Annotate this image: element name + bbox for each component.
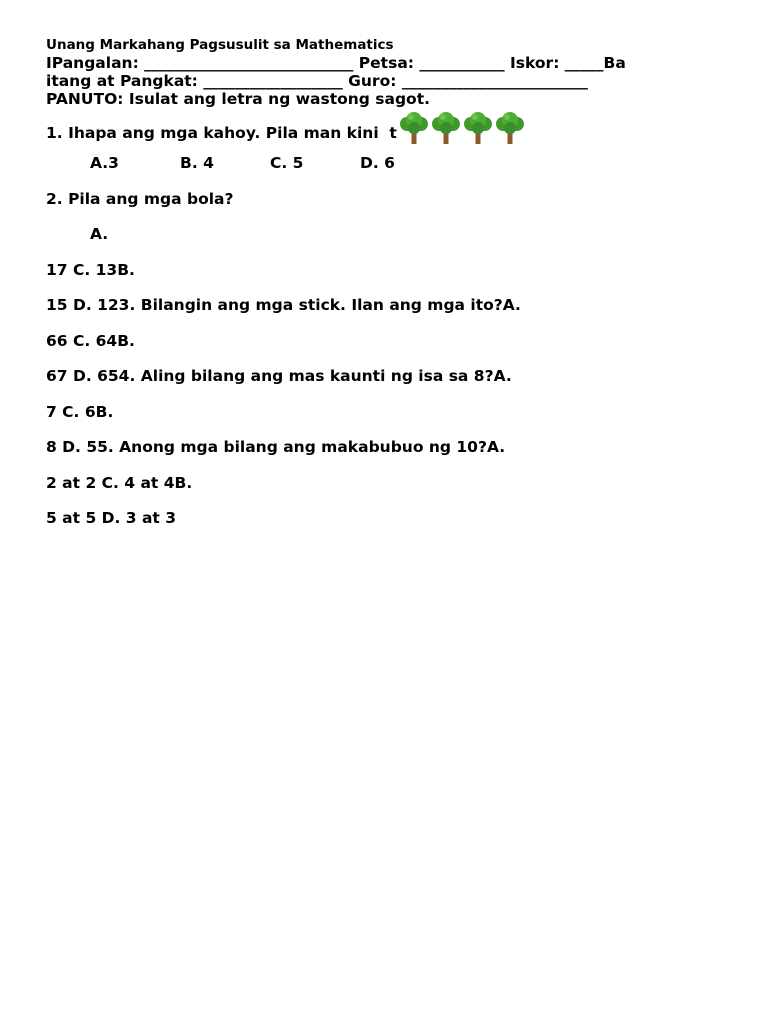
question-1-choices	[90, 153, 736, 173]
worksheet-title: Unang Markahang Pagsusulit sa Mathematics	[46, 37, 394, 53]
choice-c: C. 5	[270, 154, 304, 172]
answer-line: 2 at 2 C. 4 at 4B.	[46, 473, 193, 492]
worksheet-page	[46, 36, 736, 528]
question-line: 8 D. 55. Anong mga bilang ang makabubuo ng 10?A.	[46, 438, 506, 456]
answer-line: 7 C. 6B.	[46, 402, 114, 421]
choice-d: D. 6	[360, 154, 395, 172]
answer-line: A.	[90, 225, 109, 243]
name-date-score-line: IPangalan: ___________________________ Petsa: ___________ Iskor: _____Ba	[46, 54, 626, 72]
choice-b: B. 4	[180, 154, 214, 172]
tree-icon	[494, 111, 526, 145]
section-teacher-line: itang at Pangkat: __________________ Guro: ________________________	[46, 72, 588, 90]
tree-icon	[398, 111, 430, 145]
tree-icon	[462, 111, 494, 145]
question-2-text: 2. Pila ang mga bola?	[46, 189, 234, 208]
question-line: 15 D. 123. Bilangin ang mga stick. Ilan ang mga ito?A.	[46, 296, 521, 314]
question-1	[46, 118, 736, 148]
answer-line: 5 at 5 D. 3 at 3	[46, 509, 177, 527]
tree-icon	[430, 111, 462, 145]
choice-a: A.3	[90, 154, 119, 172]
trees-image	[398, 111, 526, 145]
answer-line: 66 C. 64B.	[46, 331, 135, 350]
question-1-text: 1. Ihapa ang mga kahoy. Pila man kini t	[46, 124, 397, 142]
question-line: 67 D. 654. Aling bilang ang mas kaunti ng isa sa 8?A.	[46, 367, 512, 385]
answer-line: 17 C. 13B.	[46, 260, 135, 279]
instructions: PANUTO: Isulat ang letra ng wastong sagot.	[46, 90, 431, 108]
